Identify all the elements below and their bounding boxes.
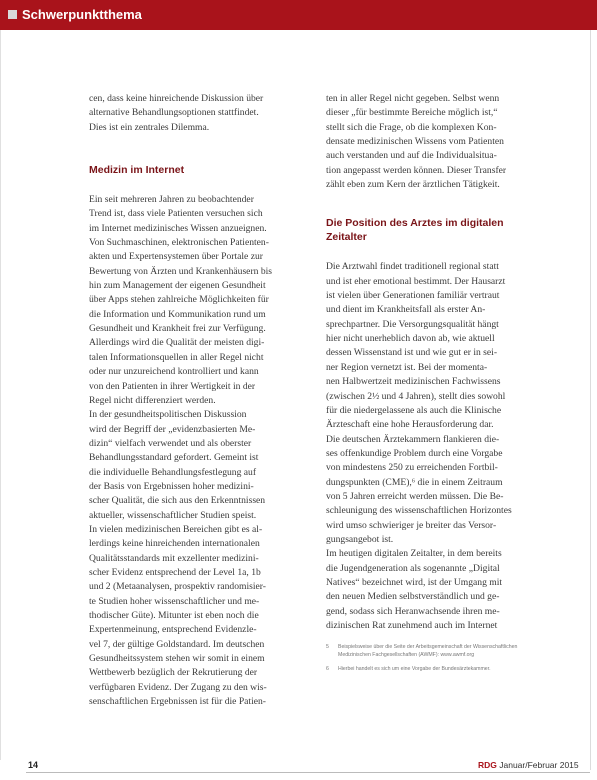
text-line: zählt eben zum Kern der ärztlichen Tätigkeit. [326,179,500,191]
text-line: oder nur unzureichend kontrolliert und kann [89,366,259,378]
text-line: Wettbewerb bezüglich der Rekrutierung der [89,667,258,679]
text-line: Natives“ bezeichnet wird, ist der Umgang mit [326,576,503,588]
text-line: schleunigung des wissenschaftlichen Horizontes [326,505,512,517]
text-line: die Jugendgeneration als sogenannte „Digital [326,562,500,574]
text-line: von 5 Jahren erreicht werden müssen. Die Be- [326,490,504,502]
text-line: wird der Begriff der „evidenzbasierten Me- [89,423,256,435]
text-line: Bewertung von Ärzten und Krankenhäusern bis [89,265,273,277]
text-line: gungsangebot ist. [326,533,394,545]
text-line: lerdings keine hinreichenden internationalen [89,538,260,550]
text-line: Die Arztwahl findet traditionell regional statt [326,261,499,273]
right-column [326,92,541,633]
text-line: Qualitätsstandards mit exzellenter medizini- [89,552,259,564]
text-line: über Apps stehen zahlreiche Möglichkeiten für [89,294,269,306]
text-line: und ist eher emotional bestimmt. Der Hausarzt [326,275,506,287]
journal-issue: Januar/Februar 2015 [496,760,579,770]
footnote-5 [326,643,551,659]
left-edge-rule [0,30,1,760]
footer-rule [26,772,590,773]
text-line: auch verstanden und auf die Individualsitua- [326,150,497,162]
text-line: thodischer Güte). Mitunter ist eben noch die [89,610,259,621]
section-header-bar [0,0,597,30]
text-line: hier nicht unerheblich davon ab, wie aktuell [326,333,495,345]
right-edge-rule [590,30,591,770]
text-line: gend, sodass sich Heranwachsende ihren me- [326,605,500,617]
text-line: te Studien hoher wissenschaftlicher und me- [89,595,260,607]
page-footer [0,755,597,780]
text-line: hin zum Management der eigenen Gesundheit [89,280,266,292]
text-line: dieser „für bestimmte Bereiche möglich ist,“ [326,107,498,119]
section-title: Schwerpunktthema [22,7,142,22]
text-line: der Basis von Ergebnissen hoher medizini- [89,480,254,492]
right-paragraph-2 [326,547,541,633]
text-line: In der gesundheitspolitischen Diskussion [89,409,247,421]
text-line: vel 7, der gültige Goldstandard. Im deutschen [89,638,265,650]
text-line: dizin“ vielfach verwendet und als oberster [89,437,252,449]
text-line: Im heutigen digitalen Zeitalter, in dem bereits [326,548,502,560]
heading-line: Zeitalter [326,231,367,244]
footnote-number: 5 [326,644,329,650]
left-intro-paragraph [89,92,304,135]
right-intro-paragraph [326,92,541,192]
text-line: dizinischen Rat zunehmend auch im Internet [326,620,498,631]
text-line: die Information und Kommunikation rund um [89,308,266,320]
text-line: die individuelle Behandlungsfestlegung auf [89,466,257,478]
text-line: ses offenkundige Problem durch eine Vorgabe [326,447,503,459]
text-line: In vielen medizinischen Bereichen gibt es al- [89,523,263,535]
text-line: für die niedergelassene als auch die Klinische [326,404,502,416]
text-line: nen Halbwertzeit medizinischen Fachwissens [326,376,501,388]
text-line: sprechpartner. Die Versorgungsqualität hängt [326,318,499,330]
heading-position-des-arztes [326,216,541,244]
text-line: und 2 (Metaanalysen, prospektiv randomisier- [89,581,266,593]
text-line: Dies ist ein zentrales Dilemma. [89,121,210,133]
text-line: stellt sich die Frage, ob die komplexen Kon- [326,121,497,133]
journal-abbr: RDG [478,760,497,770]
text-line: cen, dass keine hinreichende Diskussion über [89,93,264,104]
text-line: von den Patienten in ihrer Wertigkeit in der [89,380,256,392]
text-line: Von Suchmaschinen, elektronischen Patienten- [89,237,269,249]
text-line: Allerdings wird die Qualität der meisten digi- [89,337,265,349]
left-paragraph-2 [89,408,304,709]
text-line: den neuen Medien selbstverständlich und ge- [326,591,500,603]
text-line: ist vielen über Generationen familiär vertraut [326,290,500,302]
text-line: Gesundheitssystem stehen wir somit in einem [89,653,265,665]
text-line: im Internet medizinisches Wissen anzueignen. [89,222,267,234]
left-paragraph-1 [89,193,304,408]
heading-line: Die Position des Arztes im digitalen [326,217,504,230]
text-line: von mindestens 250 zu erreichenden Fortbil- [326,462,498,474]
text-line: Gesundheit und Krankheit frei zur Verfügung. [89,323,266,335]
text-line: verfügbaren Evidenz. Der Zugang zu den wis- [89,681,267,693]
text-line: ner Region vernetzt ist. Bei der momenta- [326,361,488,373]
right-paragraph-1 [326,260,541,547]
text-line: ten in aller Regel nicht gegeben. Selbst wenn [326,93,500,104]
text-line: scher Qualität, die sich aus den Erkenntnissen [89,495,266,507]
text-line: dungspunkten (CME),⁶ die in einem Zeitraum [326,476,503,488]
text-line: aktueller, wissenschaftlicher Studien speist. [89,509,257,521]
header-square-icon [8,10,17,19]
text-line: talen Informationsquellen in aller Regel nicht [89,351,264,363]
text-line: Die deutschen Ärztekammern flankieren die- [326,433,500,445]
text-line: Expertenmeinung, entsprechend Evidenzle- [89,624,257,636]
text-line: densate medizinischen Wissens vom Patienten [326,136,504,148]
left-column [89,92,304,709]
text-line: senschaftlichen Ergebnissen ist für die Patien- [89,696,266,708]
page-number: 14 [28,760,39,770]
text-line: und dient im Krankheitsfall als erster An- [326,304,486,316]
heading-medizin-im-internet: Medizin im Internet [89,164,185,177]
footnotes [326,643,551,679]
text-line: alternative Behandlungsoptionen stattfindet. [89,107,259,119]
text-line: wird umso schwieriger je breiter das Versor- [326,519,497,531]
text-line: Behandlungsstandard gefordert. Gemeint ist [89,452,259,464]
text-line: Ein seit mehreren Jahren zu beobachtender [89,194,254,206]
text-line: Regel nicht differenziert werden. [89,394,216,406]
text-line: dessen Wissenstand ist und wie gut er in sei- [326,347,498,359]
footnote-text: Beispielsweise über die Seite der Arbeitsgemeinschaft der Wissenschaftlichen Medizinischen Fachgesellschaften (AWMF): www.awmf.org [338,644,518,658]
footnote-6 [326,665,551,673]
text-line: tion angepasst werden können. Dieser Transfer [326,164,507,176]
text-line: scher Evidenz entsprechend der Level 1a, 1b [89,566,261,578]
text-line: Ärzteschaft eine hohe Herausforderung dar. [326,419,494,431]
text-line: Trend ist, dass viele Patienten versuchen sich [89,208,263,220]
journal-issue-label [478,760,579,770]
text-line: akten und Expertensystemen über Portale zur [89,251,263,263]
text-line: (zwischen 2½ und 4 Jahren), stellt dies sowohl [326,390,506,402]
footnote-text: Hierbei handelt es sich um eine Vorgabe der Bundesärztekammer. [338,666,491,672]
footnote-number: 6 [326,666,329,672]
